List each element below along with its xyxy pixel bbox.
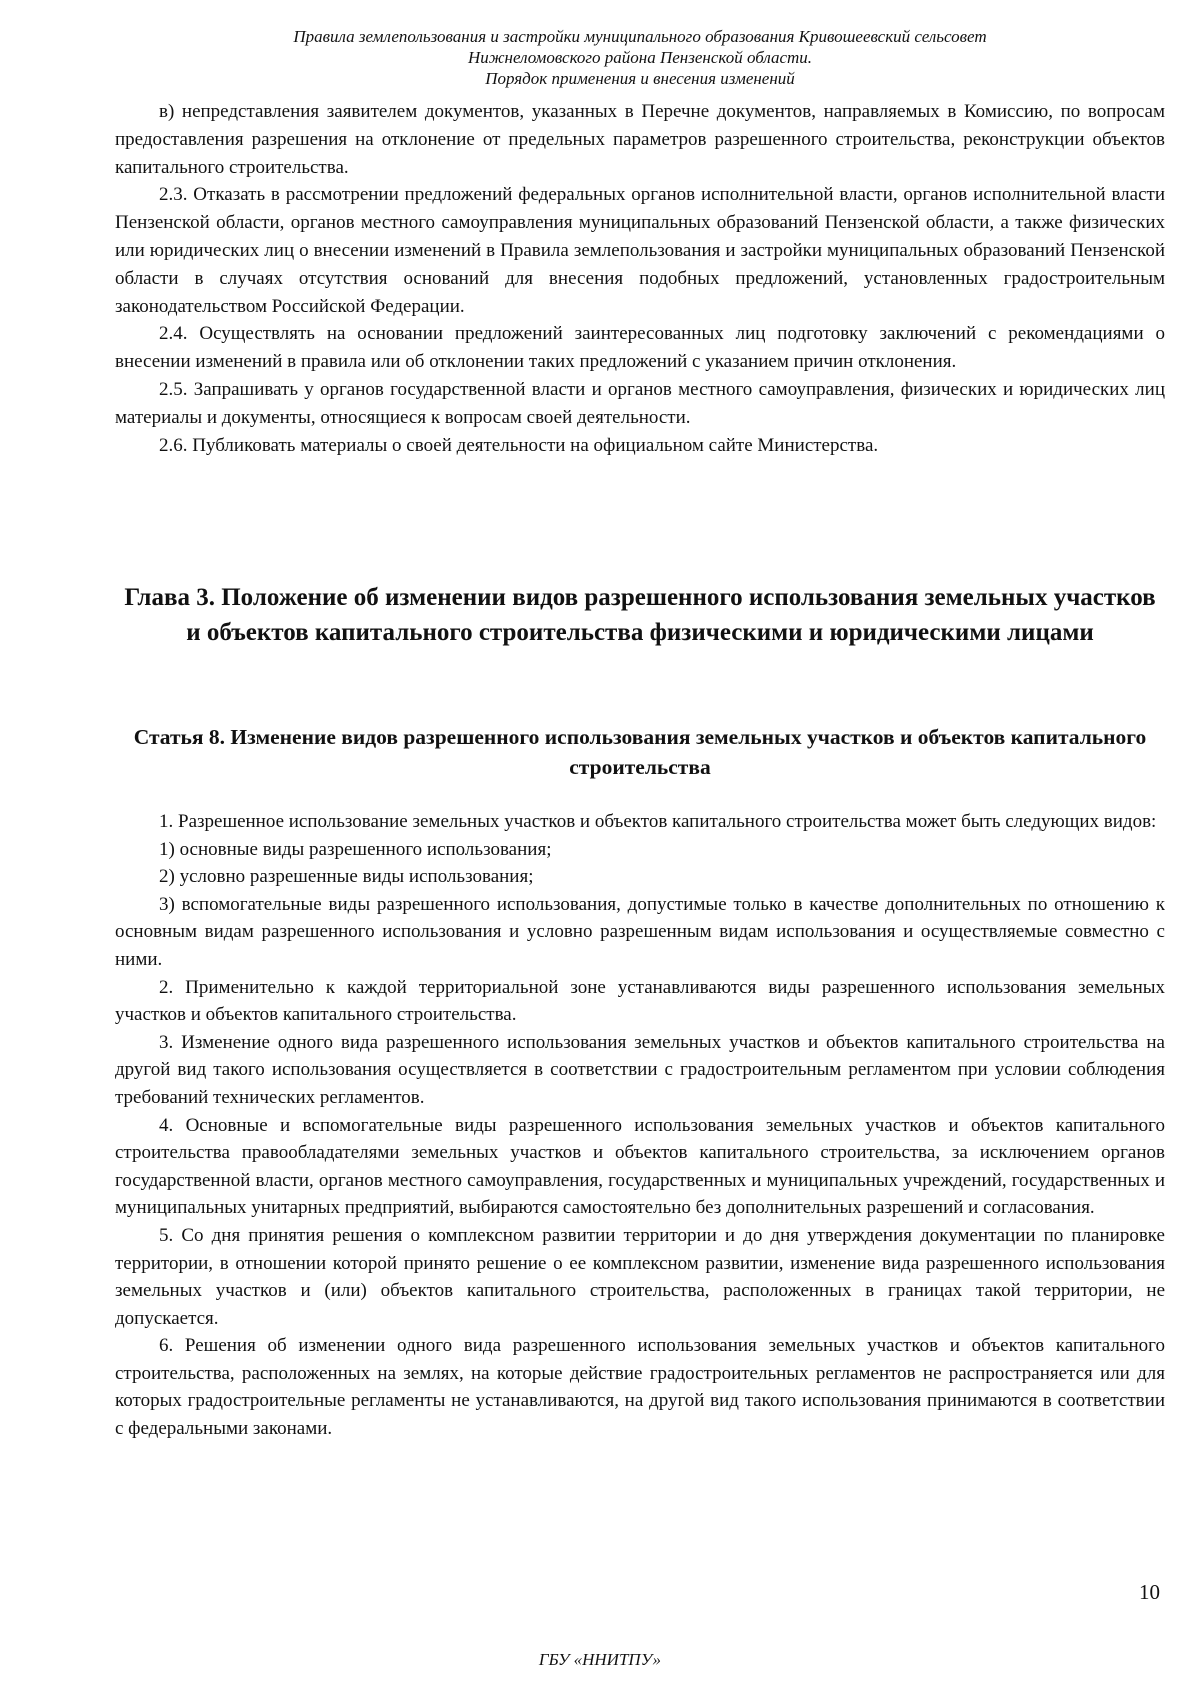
body-bottom [115,808,1165,1443]
paragraph: 6. Решения об изменении одного вида разрешенного использования земельных участков и объектов капитального строительства, расположенных на землях, на которые действие градостроительных регламентов не распространяется или для которых градостроительные регламенты не устанавливаются, на другой вид такого использования принимаются в соответствии с федеральными законами. [115,1335,1165,1440]
paragraph: 2.6. Публиковать материалы о своей деятельности на официальном сайте Министерства. [159,434,879,456]
chapter-title: Глава 3. Положение об изменении видов разрешенного использования земельных участков и объектов капитального строительства физическими и юридическими лицами [124,584,1156,646]
paragraph: в) непредставления заявителем документов, указанных в Перечне документов, направляемых в Комиссию, по вопросам предоставления разрешения на отклонение от предельных параметров разрешенного строительства, реконструкции объектов капитального строительства. [115,101,1165,178]
paragraph: 5. Со дня принятия решения о комплексном развитии территории и до дня утверждения документации по планировке территории, в отношении которой принято решение о ее комплексном развитии, изменение вида разрешенного использования земельных участков и (или) объектов капитального строительства, расположенных в границах такой территории, не допускается. [115,1224,1165,1329]
list-item: 3) вспомогательные виды разрешенного использования, допустимые только в качестве дополнительных по отношению к основным видам разрешенного использования и условно разрешенным видам использования и осуществляемые совместно с ними. [115,893,1165,970]
footer-organization: ГБУ «ННИТПУ» [538,1650,662,1669]
paragraph: 3. Изменение одного вида разрешенного использования земельных участков и объектов капитального строительства на другой вид такого использования осуществляется в соответствии с градостроительным регламентом при условии соблюдения требований технических регламентов. [115,1031,1165,1108]
list-item: 2) условно разрешенные виды использования; [159,866,534,888]
paragraph: 1. Разрешенное использование земельных участков и объектов капитального строительства может быть следующих видов: [159,811,1157,832]
paragraph: 2. Применительно к каждой территориальной зоне устанавливаются виды разрешенного использования земельных участков и объектов капитального строительства. [115,976,1165,1026]
list-item: 1) основные виды разрешенного использования; [159,838,552,860]
article-title: Статья 8. Изменение видов разрешенного использования земельных участков и объектов капитального строительства [133,725,1147,779]
header-line-3: Порядок применения и внесения изменений [485,69,795,88]
body-top [115,98,1165,459]
header-line-1: Правила землепользования и застройки муниципального образования Кривошеевский сельсовет [293,27,987,46]
page-number: 10 [1139,1580,1160,1604]
paragraph: 2.4. Осуществлять на основании предложений заинтересованных лиц подготовку заключений с рекомендациями о внесении изменений в правила или об отклонении таких предложений с указанием причин отклонения. [115,323,1165,373]
paragraph: 2.5. Запрашивать у органов государственной власти и органов местного самоуправления, физических и юридических лиц материалы и документы, относящиеся к вопросам своей деятельности. [115,378,1165,428]
paragraph: 2.3. Отказать в рассмотрении предложений федеральных органов исполнительной власти, органов исполнительной власти Пензенской области, органов местного самоуправления муниципальных образований Пензенской области, а также физических или юридических лиц о внесении изменений в Правила землепользования и застройки муниципальных образований Пензенской области в случаях отсутствия оснований для внесения подобных предложений, установленных градостроительным законодательством Российской Федерации. [115,184,1165,317]
paragraph: 4. Основные и вспомогательные виды разрешенного использования земельных участков и объектов капитального строительства правообладателями земельных участков и объектов капитального строительства, за исключением органов государственной власти, органов местного самоуправления, государственных и муниципальных учреждений, государственных и муниципальных унитарных предприятий, выбираются самостоятельно без дополнительных разрешений и согласования. [115,1114,1165,1219]
running-header [120,26,1160,89]
header-line-2: Нижнеломовского района Пензенской области. [467,48,813,67]
